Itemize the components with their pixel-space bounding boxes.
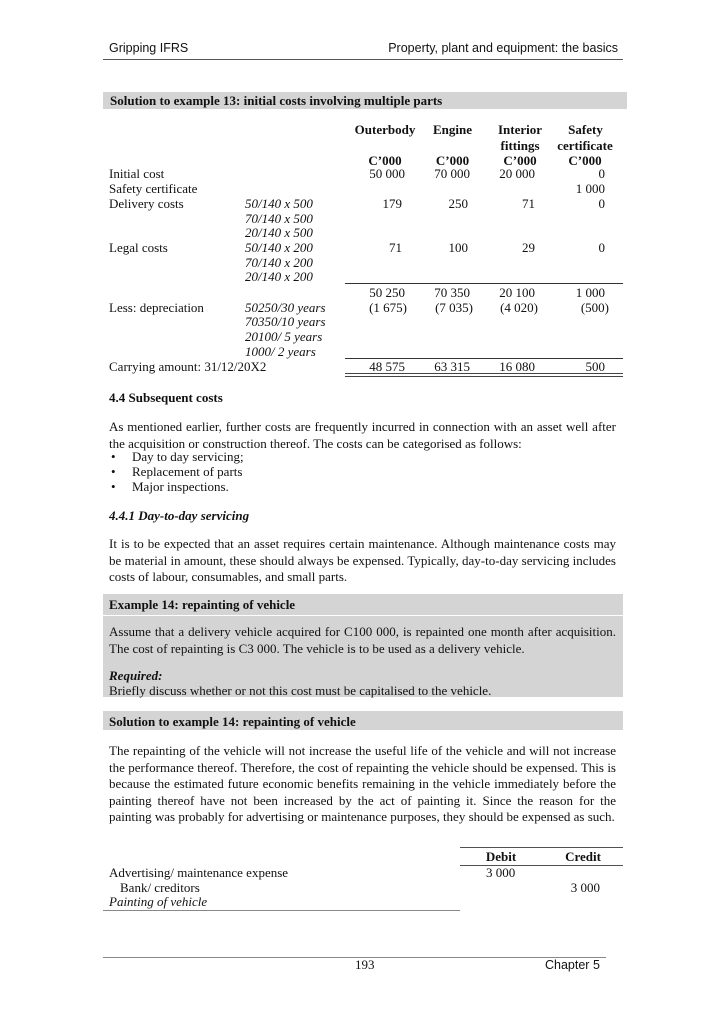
section-4-4-1-paragraph: It is to be expected that an asset requires certain maintenance. Although maintenance costs may be material in amount, these should always be expensed. Typically, day-to-day servicing includes costs of labour, consumables, and small parts. xyxy=(109,536,616,584)
col-header-safety-2: certificate xyxy=(557,138,613,153)
journal-bottom-rule xyxy=(103,910,460,911)
page-number: 193 xyxy=(355,957,375,972)
cell-initial-safety: 0 xyxy=(598,166,605,181)
cell-dep-outerbody: (1 675) xyxy=(369,300,407,315)
cell-initial-outerbody: 50 000 xyxy=(369,166,405,181)
section-4-4-paragraph: As mentioned earlier, further costs are frequently incurred in connection with an asset well after the acquisition or construction thereof. The costs can be categorised as follows: xyxy=(109,419,616,451)
row-label-legal-costs: Legal costs xyxy=(109,240,168,255)
bullet-icon: • xyxy=(111,449,116,464)
col-header-engine: Engine xyxy=(432,122,472,137)
col-unit-engine: C’000 xyxy=(435,153,470,168)
col-unit-safety: C’000 xyxy=(568,153,602,168)
cell-carrying-engine: 63 315 xyxy=(434,359,470,374)
col-header-interior: Interior xyxy=(497,122,543,137)
running-header-right: Property, plant and equipment: the basics xyxy=(388,41,618,55)
cell-carrying-outerbody: 48 575 xyxy=(369,359,405,374)
cell-dep-safety: (500) xyxy=(580,300,609,315)
solution13-heading: Solution to example 13: initial costs involving multiple parts xyxy=(110,93,443,108)
col-header-interior-2: fittings xyxy=(500,138,540,153)
col-header-outerbody: Outerbody xyxy=(354,122,416,137)
journal-debit-account: Advertising/ maintenance expense xyxy=(109,865,289,880)
col-header-safety: Safety xyxy=(568,122,603,137)
cell-carrying-safety: 500 xyxy=(585,359,605,374)
row-label-safety-certificate: Safety certificate xyxy=(109,181,198,196)
cell-dep-engine: (7 035) xyxy=(435,300,473,315)
calc-dep-2: 70350/10 years xyxy=(245,314,326,329)
cell-legal-outerbody: 71 xyxy=(389,240,402,255)
example14-heading-divider xyxy=(103,615,623,616)
header-rule xyxy=(103,59,623,60)
row-label-delivery-costs: Delivery costs xyxy=(109,196,184,211)
calc-legal-2: 70/140 x 200 xyxy=(245,255,313,270)
bullet-icon: • xyxy=(111,464,116,479)
cell-initial-engine: 70 000 xyxy=(434,166,470,181)
journal-credit-account: Bank/ creditors xyxy=(120,880,200,895)
cell-carrying-interior: 16 080 xyxy=(499,359,535,374)
calc-dep-1: 50250/30 years xyxy=(245,300,326,315)
example14-heading: Example 14: repainting of vehicle xyxy=(109,597,296,612)
section-4-4-1-heading: 4.4.1 Day-to-day servicing xyxy=(109,508,250,523)
journal-header-bottom-rule xyxy=(460,865,623,866)
journal-credit-amount: 3 000 xyxy=(570,880,600,895)
col-unit-outerbody: C’000 xyxy=(368,153,402,168)
calc-legal-3: 20/140 x 200 xyxy=(245,269,313,284)
section-4-4-heading: 4.4 Subsequent costs xyxy=(109,390,223,405)
solution14-heading: Solution to example 14: repainting of vehicle xyxy=(109,714,356,729)
running-header-left: Gripping IFRS xyxy=(109,41,189,55)
cell-subtotal-engine: 70 350 xyxy=(434,285,470,300)
cell-legal-interior: 29 xyxy=(522,240,535,255)
journal-debit-header: Debit xyxy=(485,849,517,864)
example14-paragraph: Assume that a delivery vehicle acquired for C100 000, is repainted one month after acquisition. The cost of repainting is C3 000. The vehicle is to be used as a delivery vehicle. xyxy=(109,624,616,656)
example14-required-label: Required: xyxy=(109,668,163,683)
bullet-icon: • xyxy=(111,479,116,494)
cell-delivery-engine: 250 xyxy=(448,196,468,211)
cell-dep-interior: (4 020) xyxy=(500,300,538,315)
calc-legal-1: 50/140 x 200 xyxy=(245,240,313,255)
calc-delivery-1: 50/140 x 500 xyxy=(245,196,313,211)
calc-dep-3: 20100/ 5 years xyxy=(245,329,323,344)
carrying-double-underline xyxy=(345,373,623,377)
cell-delivery-safety: 0 xyxy=(598,196,605,211)
cell-subtotal-safety: 1 000 xyxy=(575,285,605,300)
journal-header-top-rule xyxy=(460,847,623,848)
row-label-depreciation: Less: depreciation xyxy=(109,300,204,315)
cell-subtotal-outerbody: 50 250 xyxy=(369,285,405,300)
example14-required-text: Briefly discuss whether or not this cost must be capitalised to the vehicle. xyxy=(109,683,492,698)
solution14-paragraph: The repainting of the vehicle will not increase the useful life of the vehicle and will not increase the performance thereof. Therefore, the cost of repainting the vehicle should be expensed. This is because the estimated future economic benefits remaining in the vehicle immediately before the painting thereof have not been increased by the act of painting it. Since the reason for the painting was probably for advertising or maintenance purposes, they should be expensed as such. xyxy=(109,743,616,824)
cell-legal-safety: 0 xyxy=(598,240,605,255)
cell-legal-engine: 100 xyxy=(448,240,468,255)
calc-delivery-2: 70/140 x 500 xyxy=(245,211,313,226)
journal-credit-header: Credit xyxy=(565,849,601,864)
row-label-carrying: Carrying amount: 31/12/20X2 xyxy=(109,359,267,374)
cell-delivery-interior: 71 xyxy=(522,196,535,211)
cell-delivery-outerbody: 179 xyxy=(382,196,402,211)
chapter-label: Chapter 5 xyxy=(545,958,600,972)
journal-debit-amount: 3 000 xyxy=(486,865,516,880)
bullet-item: Replacement of parts xyxy=(132,464,243,479)
calc-dep-4: 1000/ 2 years xyxy=(245,344,316,359)
subtotal-rule xyxy=(345,283,623,284)
col-unit-interior: C’000 xyxy=(503,153,537,168)
row-label-initial-cost: Initial cost xyxy=(109,166,165,181)
cell-subtotal-interior: 20 100 xyxy=(499,285,535,300)
cell-initial-interior: 20 000 xyxy=(499,166,535,181)
journal-narration: Painting of vehicle xyxy=(109,894,208,909)
bullet-item: Day to day servicing; xyxy=(132,449,244,464)
cell-safety-safety: 1 000 xyxy=(575,181,605,196)
bullet-item: Major inspections. xyxy=(132,479,229,494)
calc-delivery-3: 20/140 x 500 xyxy=(245,225,313,240)
